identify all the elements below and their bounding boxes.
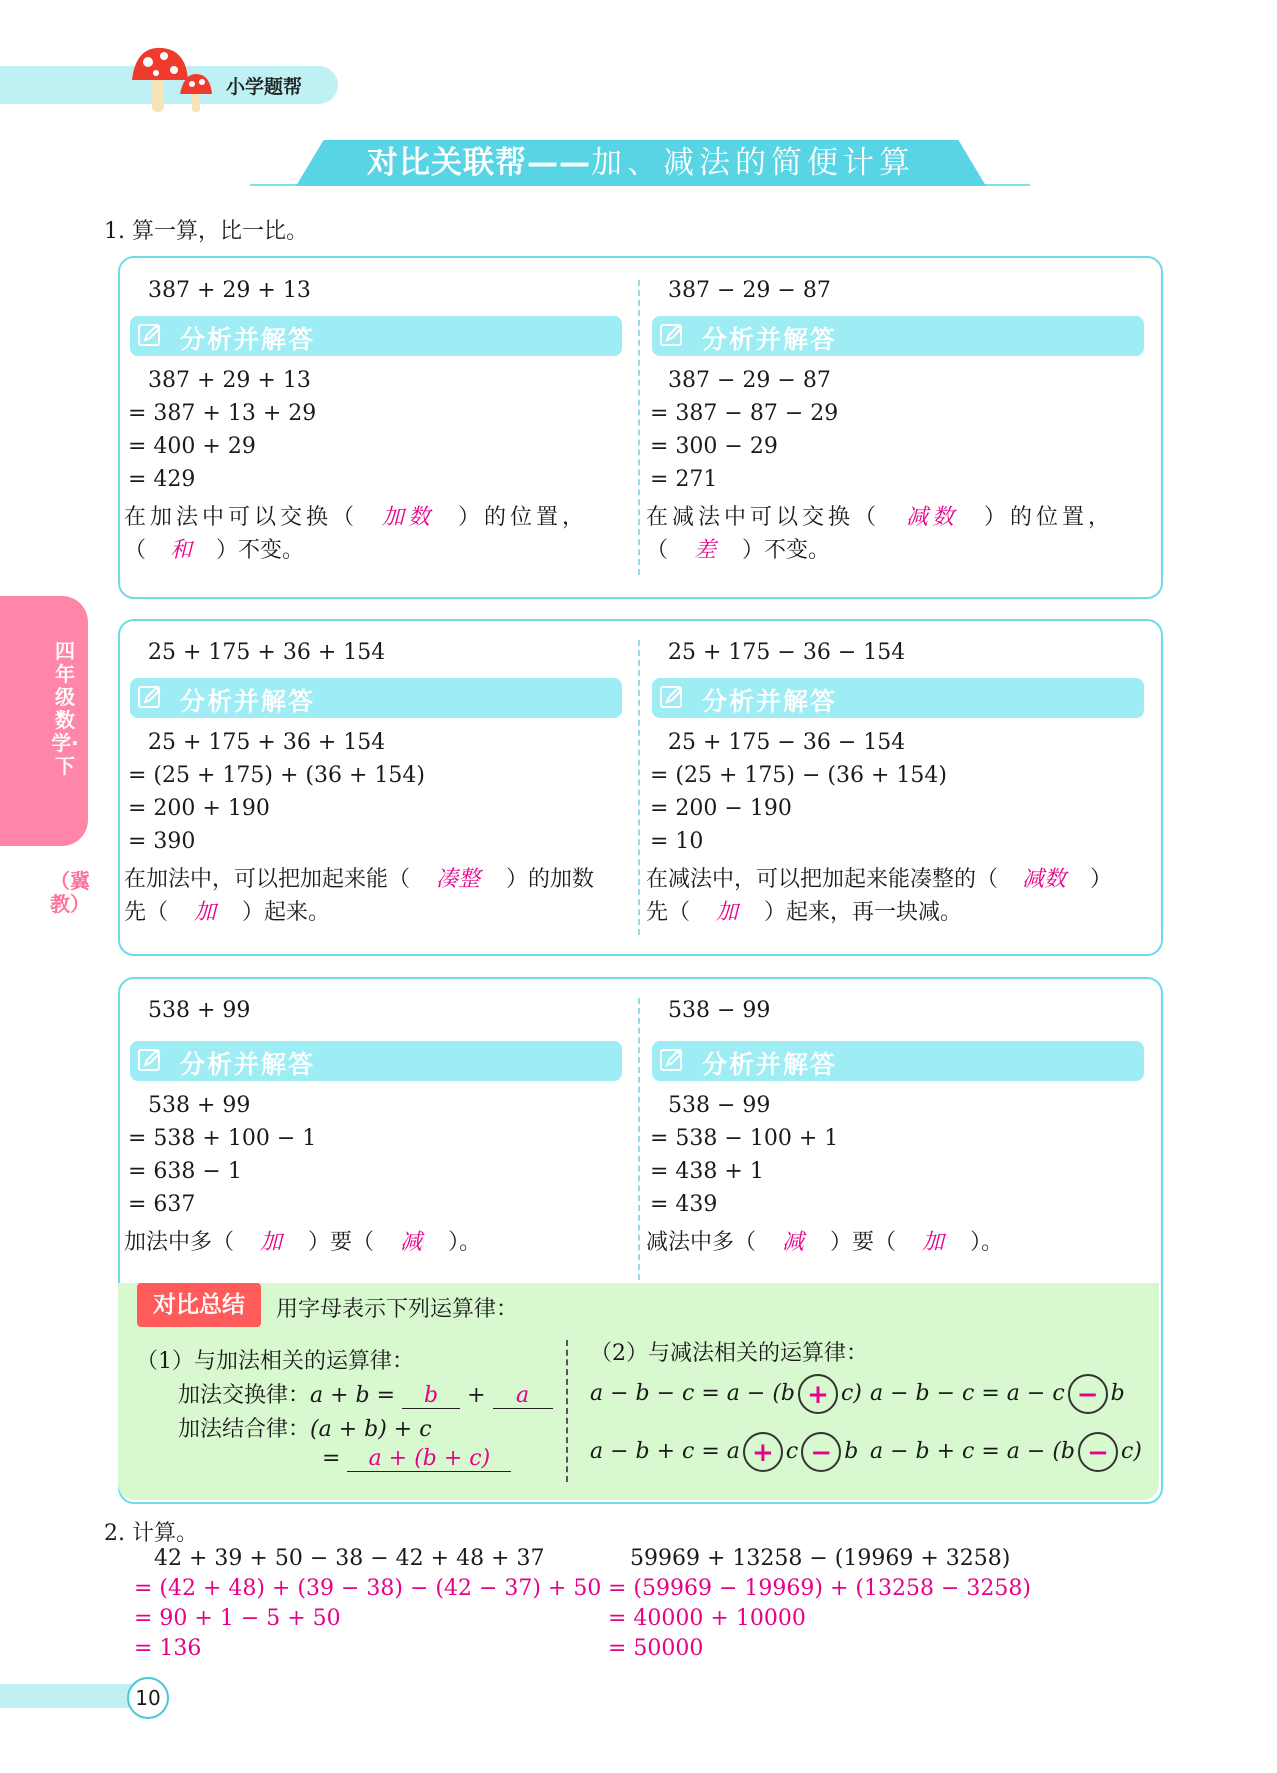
pencil-note-icon [660, 1048, 684, 1072]
note-text: ）起来。 [242, 900, 331, 925]
rule-note [646, 500, 1114, 531]
problem-text: 25 + 175 + 36 + 154 [148, 640, 386, 665]
law-expr: a − b − c = a − (b [590, 1381, 795, 1406]
commutative-law [178, 1378, 553, 1409]
law-expr: c) [1120, 1439, 1142, 1464]
step-line: = 387 + 13 + 29 [128, 401, 317, 426]
analysis-header [130, 678, 622, 718]
side-edition-label: （冀教） [50, 869, 90, 916]
answer-fill: 减 [400, 1230, 423, 1255]
law-expr: a + b = [310, 1383, 396, 1408]
answer-fill: 加 [716, 900, 739, 925]
subtraction-law-1 [590, 1374, 862, 1414]
note-text: ）要（ [830, 1230, 897, 1255]
answer-fill: a + (b + c) [347, 1446, 511, 1472]
answer-fill: 加 [260, 1230, 283, 1255]
solution-step: = 50000 [608, 1636, 704, 1661]
step-line: = (25 + 175) − (36 + 154) [650, 763, 947, 788]
note-text: 在加法中，可以把加起来能（ [124, 867, 411, 892]
box-divider [638, 280, 640, 575]
pencil-note-icon [660, 685, 684, 709]
step-line: = 387 − 87 − 29 [650, 401, 839, 426]
pencil-note-icon [138, 1048, 162, 1072]
answer-fill: a [493, 1383, 553, 1409]
law-expr: c) [840, 1381, 862, 1406]
law-expr: b [844, 1439, 859, 1464]
rule-note [124, 533, 304, 564]
footer-band [0, 1684, 140, 1708]
law-expr: a − b + c = a − (b [870, 1439, 1075, 1464]
subtraction-law-3 [590, 1432, 858, 1472]
operator-circle: − [801, 1432, 841, 1472]
note-text: ） [1090, 867, 1113, 892]
step-line: 538 + 99 [148, 1093, 251, 1118]
analysis-header [652, 678, 1144, 718]
step-line: = 538 + 100 − 1 [128, 1126, 317, 1151]
solution-step: = 136 [134, 1636, 202, 1661]
page-number: 10 [127, 1677, 169, 1719]
law-expr: c [785, 1439, 799, 1464]
associative-law-answer [322, 1446, 511, 1472]
operator-circle: − [1068, 1374, 1108, 1414]
rule-note [124, 500, 588, 531]
associative-law [178, 1412, 432, 1443]
problem-text: 538 − 99 [668, 998, 771, 1023]
law-expr: a − b − c = a − c [870, 1381, 1065, 1406]
rule-note [124, 895, 330, 926]
subtraction-law-4 [870, 1432, 1142, 1472]
step-line: = 400 + 29 [128, 434, 256, 459]
note-text: 在减法中可以交换（ [646, 505, 881, 530]
side-grade-label: 四年级数学·下 [51, 639, 79, 778]
step-line: 387 + 29 + 13 [148, 368, 311, 393]
law-label: 加法交换律： [178, 1383, 311, 1408]
answer-fill: 减数 [1022, 867, 1067, 892]
note-text: ）的位置， [984, 505, 1115, 530]
note-text: （ [124, 538, 147, 563]
rule-note [646, 895, 962, 926]
rule-note [646, 1225, 1003, 1256]
note-text: 在减法中，可以把加起来能凑整的（ [646, 867, 999, 892]
law-label: 加法结合律： [178, 1417, 311, 1442]
step-line: = 271 [650, 467, 718, 492]
note-text: （ [646, 538, 669, 563]
pencil-note-icon [138, 685, 162, 709]
solution-step: = 40000 + 10000 [608, 1606, 806, 1631]
analysis-header [130, 316, 622, 356]
title-main: 对比关联帮 [367, 145, 527, 181]
pencil-note-icon [660, 323, 684, 347]
rule-note [124, 862, 594, 893]
analysis-header [652, 316, 1144, 356]
analysis-header [652, 1041, 1144, 1081]
step-line: 25 + 175 + 36 + 154 [148, 730, 386, 755]
answer-fill: b [402, 1383, 460, 1409]
summary-intro: 用字母表示下列运算律： [276, 1297, 519, 1322]
note-text: ）不变。 [216, 538, 305, 563]
question-1-label: 1. 算一算，比一比。 [104, 219, 308, 244]
summary-divider [566, 1340, 568, 1482]
step-line: = 637 [128, 1192, 196, 1217]
page-title [296, 140, 986, 186]
brand-name: 小学题帮 [226, 76, 303, 98]
rule-note [646, 533, 830, 564]
solution-step: = 90 + 1 − 5 + 50 [134, 1606, 341, 1631]
note-text: 加法中多（ [124, 1230, 235, 1255]
operator-circle: − [1078, 1432, 1118, 1472]
note-text: 在加法中可以交换（ [124, 505, 359, 530]
note-text: ）。 [970, 1230, 1004, 1255]
answer-fill: 差 [694, 538, 717, 563]
problem-text: 42 + 39 + 50 − 38 − 42 + 48 + 37 [154, 1546, 545, 1571]
step-line: 387 − 29 − 87 [668, 368, 831, 393]
title-sub: 加、减法的简便计算 [591, 145, 915, 181]
step-line: = 300 − 29 [650, 434, 778, 459]
step-line: 25 + 175 − 36 − 154 [668, 730, 906, 755]
analysis-header [130, 1041, 622, 1081]
box-divider [638, 998, 640, 1280]
step-line: 538 − 99 [668, 1093, 771, 1118]
analysis-label: 分析并解答 [180, 325, 316, 354]
step-line: = 200 − 190 [650, 796, 792, 821]
analysis-label: 分析并解答 [702, 325, 838, 354]
note-text: ）要（ [308, 1230, 375, 1255]
step-line: = (25 + 175) + (36 + 154) [128, 763, 425, 788]
note-text: 先（ [124, 900, 169, 925]
note-text: 先（ [646, 900, 691, 925]
operator-circle: + [743, 1432, 783, 1472]
analysis-label: 分析并解答 [180, 1050, 316, 1079]
law-expr: (a + b) + c [310, 1417, 432, 1442]
answer-fill: 加数 [382, 505, 435, 530]
answer-fill: 凑整 [436, 867, 481, 892]
problem-text: 387 − 29 − 87 [668, 278, 831, 303]
pencil-note-icon [138, 323, 162, 347]
summary-badge: 对比总结 [137, 1283, 261, 1327]
step-line: = 638 − 1 [128, 1159, 242, 1184]
note-text: 减法中多（ [646, 1230, 757, 1255]
solution-step: = (42 + 48) + (39 − 38) − (42 − 37) + 50 [134, 1576, 602, 1601]
note-text: ）不变。 [742, 538, 831, 563]
box-divider [638, 640, 640, 935]
step-line: = 429 [128, 467, 196, 492]
mushroom-logo-icon [130, 46, 220, 116]
subtraction-law-2 [870, 1374, 1125, 1414]
law-expr: a − b + c = a [590, 1439, 740, 1464]
answer-fill: 加 [194, 900, 217, 925]
answer-fill: 减 [782, 1230, 805, 1255]
rule-note [646, 862, 1112, 893]
problem-text: 538 + 99 [148, 998, 251, 1023]
analysis-label: 分析并解答 [702, 1050, 838, 1079]
solution-step: = (59969 − 19969) + (13258 − 3258) [608, 1576, 1031, 1601]
answer-fill: 和 [170, 538, 193, 563]
note-text: ）。 [448, 1230, 482, 1255]
summary-right-title: （2）与减法相关的运算律： [590, 1341, 868, 1366]
analysis-label: 分析并解答 [702, 687, 838, 716]
step-line: = 10 [650, 829, 704, 854]
note-text: ）起来，再一块减。 [764, 900, 963, 925]
problem-text: 59969 + 13258 − (19969 + 3258) [630, 1546, 1011, 1571]
summary-left-title: （1）与加法相关的运算律： [136, 1349, 414, 1374]
law-expr: b [1110, 1381, 1125, 1406]
analysis-label: 分析并解答 [180, 687, 316, 716]
note-text: ）的位置， [458, 505, 589, 530]
question-2-label: 2. 计算。 [104, 1521, 198, 1546]
problem-text: 387 + 29 + 13 [148, 278, 311, 303]
operator-circle: + [798, 1374, 838, 1414]
problem-text: 25 + 175 − 36 − 154 [668, 640, 906, 665]
step-line: = 538 − 100 + 1 [650, 1126, 839, 1151]
title-dash: —— [527, 145, 591, 181]
step-line: = 390 [128, 829, 196, 854]
law-expr: = [322, 1446, 341, 1471]
note-text: ）的加数 [506, 867, 595, 892]
answer-fill: 加 [922, 1230, 945, 1255]
step-line: = 200 + 190 [128, 796, 270, 821]
step-line: = 439 [650, 1192, 718, 1217]
answer-fill: 减数 [906, 505, 959, 530]
rule-note [124, 1225, 481, 1256]
law-expr: + [467, 1383, 486, 1408]
step-line: = 438 + 1 [650, 1159, 764, 1184]
